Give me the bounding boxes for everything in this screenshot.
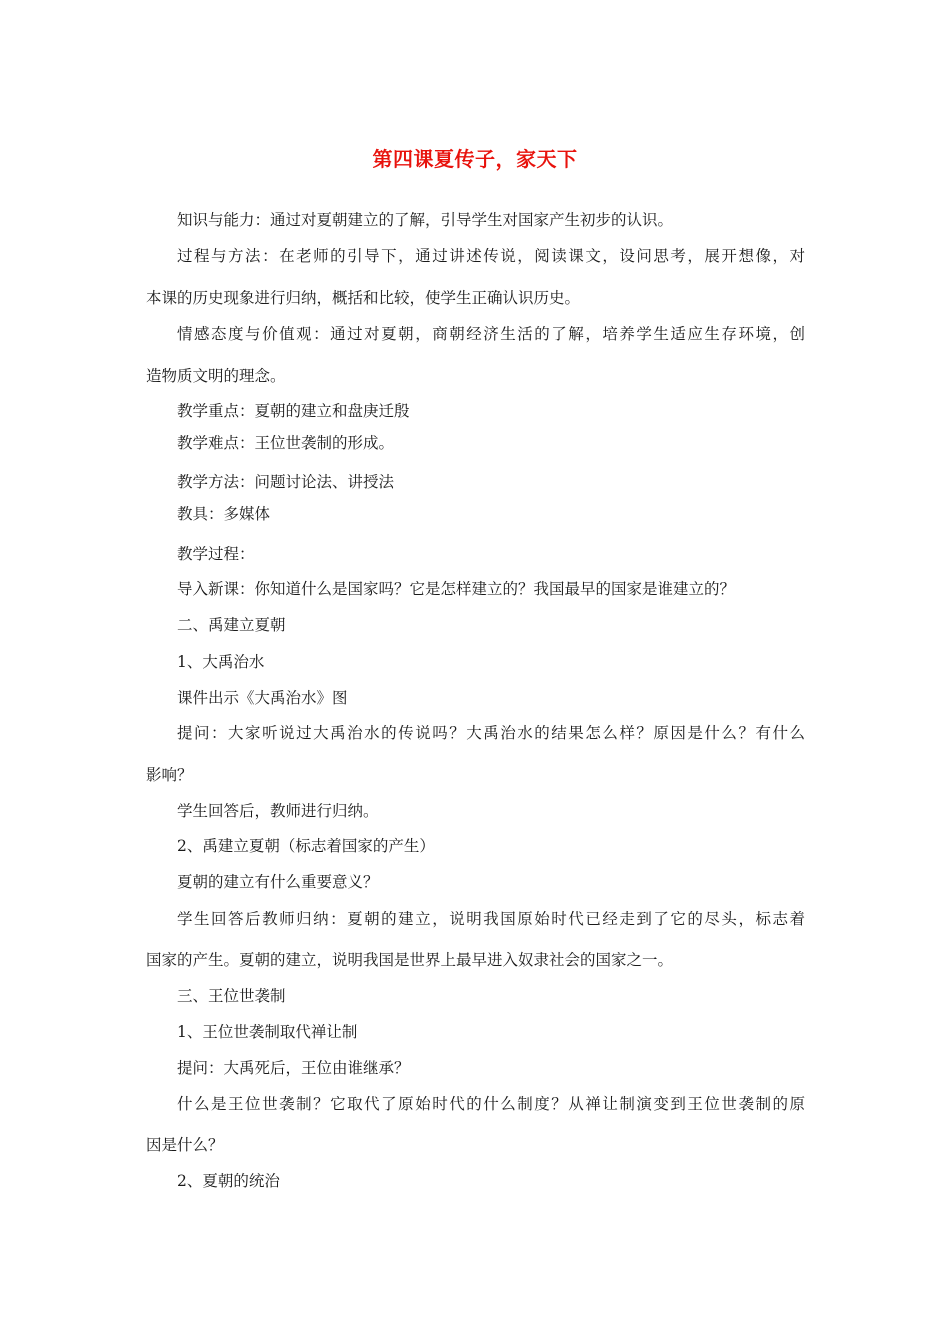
- question-flood-line1: 提问：大家听说过大禹治水的传说吗？大禹治水的结果怎么样？原因是什么？有什么: [177, 724, 805, 742]
- teaching-tools: 教具：多媒体: [177, 505, 271, 523]
- teaching-process-heading: 教学过程：: [177, 545, 255, 563]
- lesson-intro: 导入新课：你知道什么是国家吗？它是怎样建立的？我国最早的国家是谁建立的？: [177, 580, 736, 598]
- objective-values-line2: 造物质文明的理念。: [146, 367, 286, 385]
- subsection-3-2: 2、夏朝的统治: [177, 1172, 280, 1190]
- teaching-method: 教学方法：问题讨论法、讲授法: [177, 473, 395, 491]
- courseware-note: 课件出示《大禹治水》图: [177, 689, 348, 707]
- page-title: 第四课夏传子，家天下: [372, 147, 578, 171]
- summary-line1: 学生回答后教师归纳：夏朝的建立，说明我国原始时代已经走到了它的尽头，标志着: [177, 910, 805, 928]
- subsection-1-1: 1、大禹治水: [177, 653, 265, 671]
- objective-values-line1: 情感态度与价值观：通过对夏朝，商朝经济生活的了解，培养学生适应生存环境，创: [177, 325, 805, 343]
- teaching-key-point: 教学重点：夏朝的建立和盘庚迁殷: [177, 402, 410, 420]
- objective-process-line2: 本课的历史现象进行归纳，概括和比较，使学生正确认识历史。: [146, 289, 581, 307]
- objective-knowledge: 知识与能力：通过对夏朝建立的了解，引导学生对国家产生初步的认识。: [177, 211, 674, 229]
- subsection-1-2: 2、禹建立夏朝（标志着国家的产生）: [177, 837, 435, 855]
- question-flood-line2: 影响？: [146, 766, 193, 784]
- section-heading-2: 二、禹建立夏朝: [177, 616, 286, 634]
- question-hereditary-line2: 因是什么？: [146, 1136, 224, 1154]
- subsection-3-1: 1、王位世袭制取代禅让制: [177, 1023, 358, 1041]
- summary-line2: 国家的产生。夏朝的建立，说明我国是世界上最早进入奴隶社会的国家之一。: [146, 951, 674, 969]
- teaching-difficulty: 教学难点：王位世袭制的形成。: [177, 434, 395, 452]
- question-succession: 提问：大禹死后，王位由谁继承？: [177, 1059, 410, 1077]
- section-heading-3: 三、王位世袭制: [177, 987, 286, 1005]
- objective-process-line1: 过程与方法：在老师的引导下，通过讲述传说，阅读课文，设问思考，展开想像，对: [177, 247, 805, 265]
- question-hereditary-line1: 什么是王位世袭制？它取代了原始时代的什么制度？从禅让制演变到王位世袭制的原: [177, 1095, 805, 1113]
- student-answer-note: 学生回答后，教师进行归纳。: [177, 802, 379, 820]
- question-significance: 夏朝的建立有什么重要意义？: [177, 873, 379, 891]
